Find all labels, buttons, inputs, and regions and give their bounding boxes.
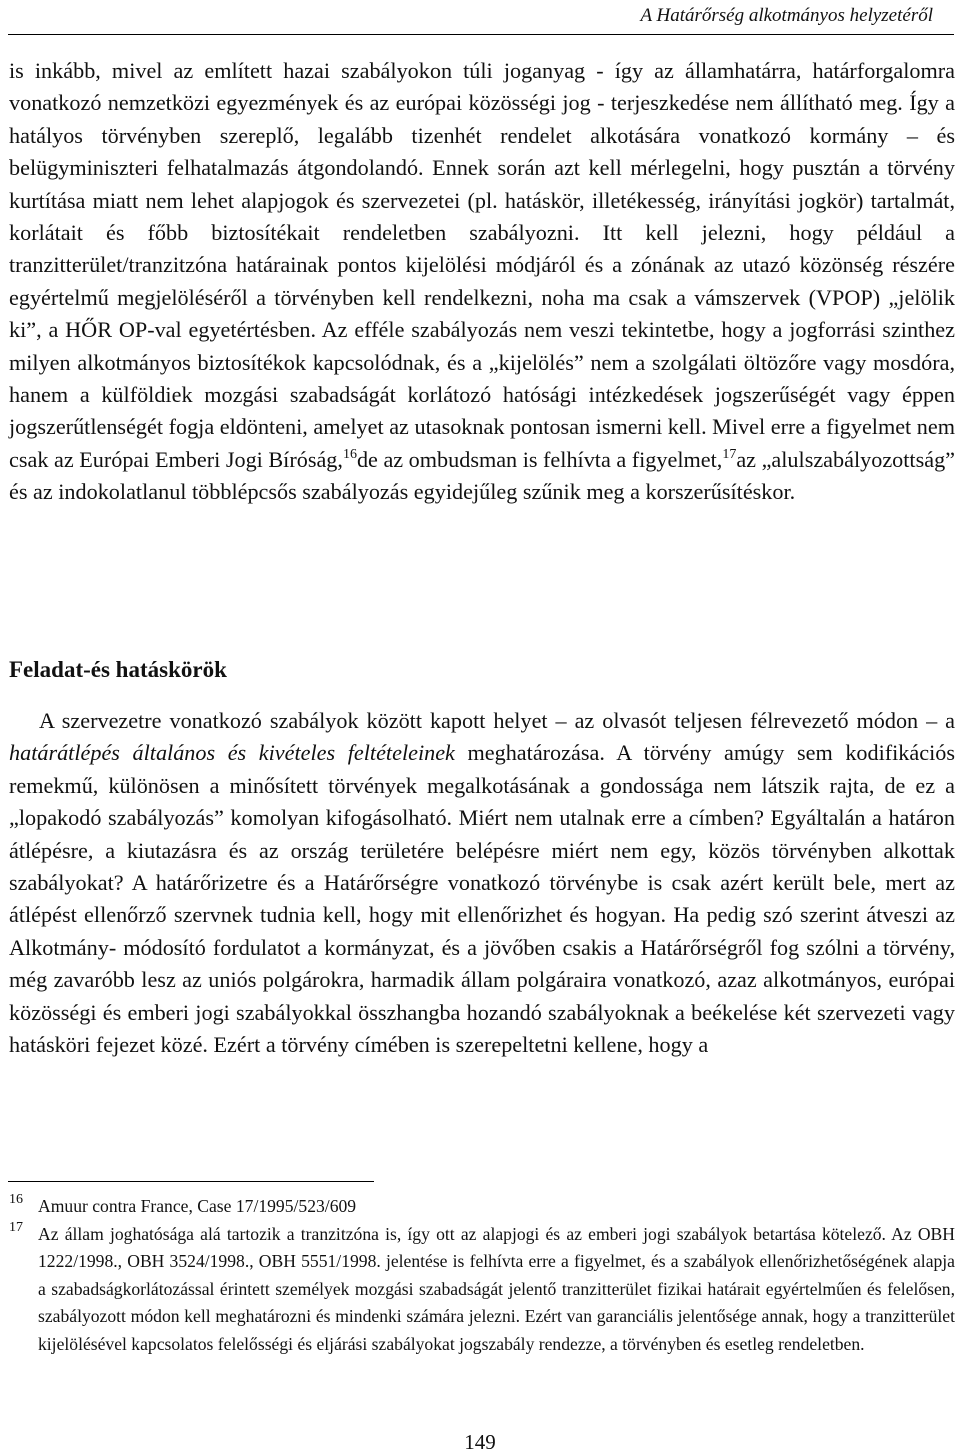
footnote-ref-17[interactable]: 17 <box>722 446 737 462</box>
paragraph-2-text-b: meghatározása. A törvény amúgy sem kodifikációs remekmű, különösen a minősített törvények megalkotásának a gondossága nem látszik rajta, de ez a „lopakodó szabályozás” komolyan kifogásolható. Miért nem utalnak erre a címben? Egyáltalán a határon átlépésre, a kiutazásra és az ország területére belépésre miért nem egy, közös törvényben alkottak szabályokat? A határőrizetre és a Határőrségre vonatkozó törvénybe is csak azért került bele, mert az átlépést ellenőrző szervnek tudnia kell, hogy mit ellenőrizhet és hogyan. Ha pedig szó szerint átveszi az Alkotmány- módosító fordulatot a kormányzat, és a jövőben csakis a Határőrségről fog szólni a törvény, még zavaróbb lesz az uniós polgárokra, harmadik állam polgáraira vonatkozó, azaz alkotmányos, európai közösségi és emberi jogi szabályokkal összhangba hozandó szabályoknak a beékelése két szervezeti vagy hatásköri fejezet közé. Ezért a törvény címében is szerepeltetni kellene, hogy a <box>9 740 955 1058</box>
paragraph-2-text-a: A szervezetre vonatkozó szabályok között kapott helyet – az olvasót teljesen félrevezető módon – a <box>39 708 955 733</box>
footnote-16 <box>9 1193 955 1221</box>
paragraph-1-text-c: az „alulszabályozottság” és az indokolatlanul többlépcsős szabályozás egyidejűleg szűnik meg a korszerűsítéskor. <box>9 446 956 505</box>
footnote-number: 16 <box>9 1192 23 1207</box>
body-paragraph-2 <box>9 705 955 1061</box>
footnote-text: Amuur contra France, Case 17/1995/523/609 <box>38 1196 357 1216</box>
footnotes <box>9 1193 955 1358</box>
footnote-text: Az állam joghatósága alá tartozik a tranzitzóna is, így ott az alapjogi és az emberi jogi szabályok betartása kötelező. Az OBH 1222/1998., OBH 3524/1998., OBH 5551/1998. jelentése is felhívta erre a figyelmet, és a szabályok ellenőrizhetőségének alapja a szabadságkorlátozással érintett személyek mozgási szabadságát jelentő tranzitterület fizikai határait egyértelműen és felelősen, szabályozott módon kell meghatározni és mindenki számára jelezni. Ezért van garanciális jelentősége annak, hogy a tranzitterület kijelölésével kapcsolatos felelősségi és eljárási szabályokat jogszabály rendezze, a törvényben és esetleg rendeletben. <box>38 1223 955 1354</box>
section-heading: Feladat-és hatáskörök <box>9 657 227 682</box>
page-number: 149 <box>464 1430 496 1454</box>
body-paragraph-1 <box>9 55 955 509</box>
paragraph-2-italic: határátlépés általános és kivételes feltételeinek <box>9 740 455 766</box>
header-rule <box>8 34 954 35</box>
footnote-separator <box>8 1181 374 1182</box>
paragraph-1-text-b: de az ombudsman is felhívta a figyelmet, <box>356 446 723 472</box>
footnote-17 <box>9 1221 955 1359</box>
footnote-ref-16[interactable]: 16 <box>342 446 357 462</box>
paragraph-1-text-a: is inkább, mivel az említett hazai szabályokon túli joganyag - így az államhatárra, határforgalomra vonatkozó nemzetközi egyezmények és az európai közösségi jog - terjeszkedése nem állítható meg. Így a hatályos törvényben szereplő, legalább tizenhét rendelet alkotására vonatkozó kormány – és belügyminiszteri felhatalmazás átgondolandó. Ennek során azt kell mérlegelni, hogy pusztán a törvény kurtítása miatt nem lehet alapjogok és szervezetei (pl. hatáskör, illetékesség, irányítási jogkör) tartalmát, korlátait és főbb biztosítékait rendeletben szabályozni. Itt kell jelezni, hogy például a tranzitterület/tranzitzóna határainak pontos kijelölési módjáról és a zónának az utazó közönség részére egyértelmű megjelöléséről a törvényben kell rendelkezni, noha ma csak a vámszervek (VPOP) „jelölik ki”, a HŐR OP-val egyetértésben. Az efféle szabályozás nem veszi tekintetbe, hogy a jogforrási szinthez milyen alkotmányos biztosítékok kapcsolódnak, és a „kijelölés” nem a szolgálati öltözőre vagy mosdóra, hanem a külföldiek mozgási szabadságát korlátozó hatósági intézkedések jogszerűségét vagy éppen jogszerűtlenségét fogja eldönteni, amelyet az utasoknak pontosan ismerni kell. Mivel erre a figyelmet nem csak az Európai Emberi Jogi Bíróság, <box>9 58 955 472</box>
running-header: A Határőrség alkotmányos helyzetéről <box>640 5 933 26</box>
footnote-number: 17 <box>9 1219 23 1235</box>
